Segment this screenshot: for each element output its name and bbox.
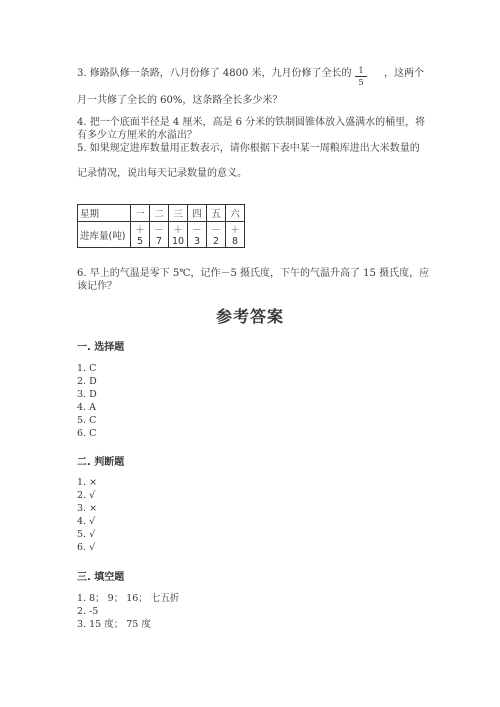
- table-header-row: [78, 205, 245, 222]
- table-value: ＋8: [226, 222, 245, 248]
- answer-item: 5. √: [77, 529, 96, 540]
- question-4-line-2: 有多少立方厘米的水溢出？: [77, 130, 197, 141]
- answer-item: 4. A: [77, 402, 96, 413]
- table-day: 一: [131, 205, 150, 222]
- section-title-choice: 一. 选择题: [77, 342, 125, 353]
- question-5-line-1: 5. 如果规定进库数量用正数表示，请你根据下表中某一周粮库进出大米数量的: [77, 143, 420, 154]
- table-value: －3: [188, 222, 207, 248]
- fraction-one-fifth: [355, 66, 367, 87]
- table-row: [78, 222, 245, 248]
- table-day: 四: [188, 205, 207, 222]
- answer-item: 6. C: [77, 428, 97, 439]
- answer-item: 1. 8； 9； 16； 七五折: [77, 593, 180, 604]
- section-title-fill: 三. 填空题: [77, 572, 125, 583]
- question-5-line-2: 记录情况，说出每天记录数量的意义。: [77, 168, 247, 179]
- question-3-line-2: 月一共修了全长的 60%，这条路全长多少米？: [77, 95, 283, 106]
- table-day: 六: [226, 205, 245, 222]
- question-3-line-1b: ，这两个: [384, 68, 424, 79]
- question-6-line-2: 该记作？: [77, 281, 117, 292]
- grain-inventory-table: [77, 204, 245, 248]
- answer-title: 参考答案: [215, 307, 284, 326]
- fraction-denominator: 5: [358, 78, 364, 87]
- table-day: 二: [150, 205, 169, 222]
- answer-item: 1. ×: [77, 477, 98, 488]
- table-header-label: 星期: [78, 205, 131, 222]
- fraction-numerator: 1: [358, 66, 364, 75]
- table-value: －7: [150, 222, 169, 248]
- table-value: －2: [207, 222, 226, 248]
- answer-item: 5. C: [77, 415, 97, 426]
- table-row-label: 进库量(吨): [78, 222, 131, 248]
- table-value: ＋5: [131, 222, 150, 248]
- table-day: 五: [207, 205, 226, 222]
- answer-item: 3. ×: [77, 503, 98, 514]
- answer-item: 1. C: [77, 363, 97, 374]
- answer-item: 4. √: [77, 516, 96, 527]
- table-day: 三: [169, 205, 188, 222]
- answer-item: 6. √: [77, 542, 96, 553]
- section-title-judge: 二. 判断题: [77, 457, 125, 468]
- answer-item: 3. D: [77, 389, 97, 400]
- answer-item: 2. D: [77, 376, 97, 387]
- table-value: ＋10: [169, 222, 188, 248]
- answer-item: 3. 15 度； 75 度: [77, 619, 151, 630]
- question-3-line-1a: 3. 修路队修一条路，八月份修了 4800 米，九月份修了全长的: [77, 68, 352, 79]
- question-4-line-1: 4. 把一个底面半径是 4 厘米，高是 6 分米的铁制圆锥体放入盛满水的桶里，将: [77, 117, 426, 128]
- question-6-line-1: 6. 早上的气温是零下 5℃，记作－5 摄氏度，下午的气温升高了 15 摄氏度，应: [77, 268, 430, 279]
- answer-item: 2. √: [77, 490, 96, 501]
- answer-item: 2. -5: [77, 606, 99, 617]
- fraction-bar: [355, 76, 367, 77]
